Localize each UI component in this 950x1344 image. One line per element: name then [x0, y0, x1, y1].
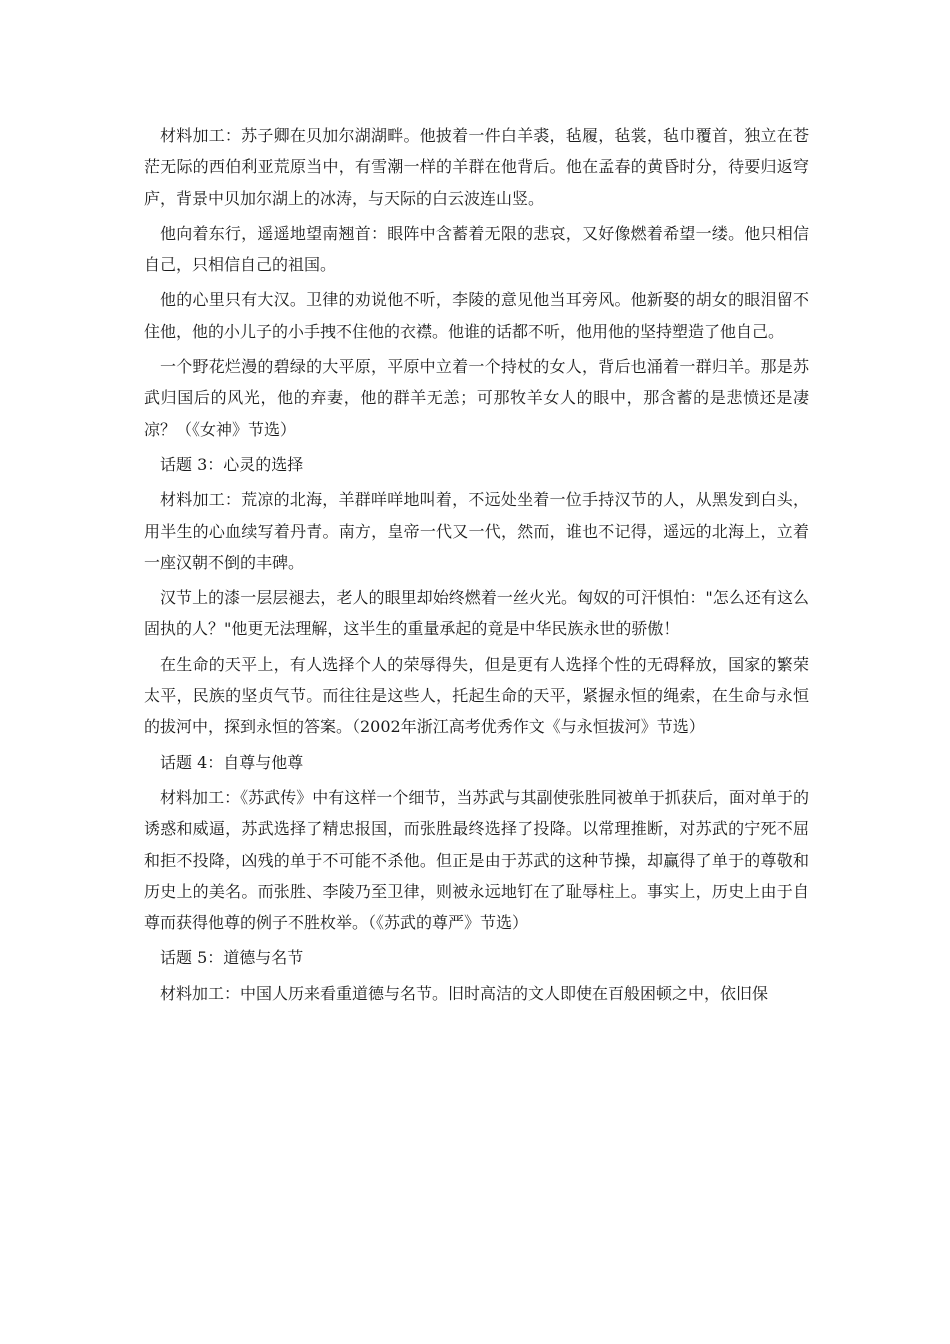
- paragraph-material-8: 材料加工：《苏武传》中有这样一个细节，当苏武与其副使张胜同被单于抓获后，面对单于的诱惑和威逼，苏武选择了精忠报国，而张胜最终选择了投降。以常理推断，对苏武的宁死不屈和拒不投降，凶残的单于不可能不杀他。但正是由于苏武的这种节操，却赢得了单于的尊敬和历史上的美名。而张胜、李陵乃至卫律，则被永远地钉在了耻辱柱上。事实上，历史上由于自尊而获得他尊的例子不胜枚举。（《苏武的尊严》节选）: [144, 787, 809, 933]
- paragraph-material-4: 一个野花烂漫的碧绿的大平原，平原中立着一个持杖的女人，背后也涌着一群归羊。那是苏武归国后的风光，他的弃妻，他的群羊无恙；可那牧羊女人的眼中，那含蓄的是悲愤还是凄凉？（《女神》节选）: [144, 357, 809, 439]
- paragraph-material-1: 材料加工：苏子卿在贝加尔湖湖畔。他披着一件白羊裘，毡履，毡裳，毡巾覆首，独立在苍茫无际的西伯利亚荒原当中，有雪潮一样的羊群在他背后。他在孟春的黄昏时分，待要归返穹庐，背景中贝加尔湖上的冰涛，与天际的白云波连山竖。: [144, 126, 809, 208]
- paragraph-material-5: 材料加工：荒凉的北海，羊群咩咩地叫着，不远处坐着一位手持汉节的人，从黑发到白头，用半生的心血续写着丹青。南方，皇帝一代又一代，然而，谁也不记得，遥远的北海上，立着一座汉朝不倒的丰碑。: [144, 490, 809, 572]
- document-page: [144, 120, 809, 1013]
- paragraph-material-3: 他的心里只有大汉。卫律的劝说他不听，李陵的意见他当耳旁风。他新娶的胡女的眼泪留不住他，他的小儿子的小手拽不住他的衣襟。他谁的话都不听，他用他的坚持塑造了他自己。: [144, 290, 809, 341]
- paragraph-material-7: 在生命的天平上，有人选择个人的荣辱得失，但是更有人选择个性的无碍释放，国家的繁荣太平，民族的坚贞气节。而往往是这些人，托起生命的天平，紧握永恒的绳索，在生命与永恒的拔河中，探到永恒的答案。（2002年浙江高考优秀作文《与永恒拔河》节选）: [144, 654, 809, 737]
- topic-heading-5: 话题 5：道德与名节: [160, 948, 304, 968]
- topic-heading-4: 话题 4：自尊与他尊: [160, 752, 304, 772]
- paragraph-material-9: 材料加工：中国人历来看重道德与名节。旧时高洁的文人即使在百般困顿之中，依旧保: [160, 983, 769, 1003]
- paragraph-material-2: 他向着东行，遥遥地望南翘首：眼阵中含蓄着无限的悲哀，又好像燃着希望一缕。他只相信自己，只相信自己的祖国。: [144, 223, 809, 275]
- topic-heading-3: 话题 3：心灵的选择: [160, 454, 304, 474]
- paragraph-material-6: 汉节上的漆一层层褪去，老人的眼里却始终燃着一丝火光。匈奴的可汗惧怕："怎么还有这么固执的人？"他更无法理解，这半生的重量承起的竟是中华民族永世的骄傲！: [144, 588, 809, 639]
